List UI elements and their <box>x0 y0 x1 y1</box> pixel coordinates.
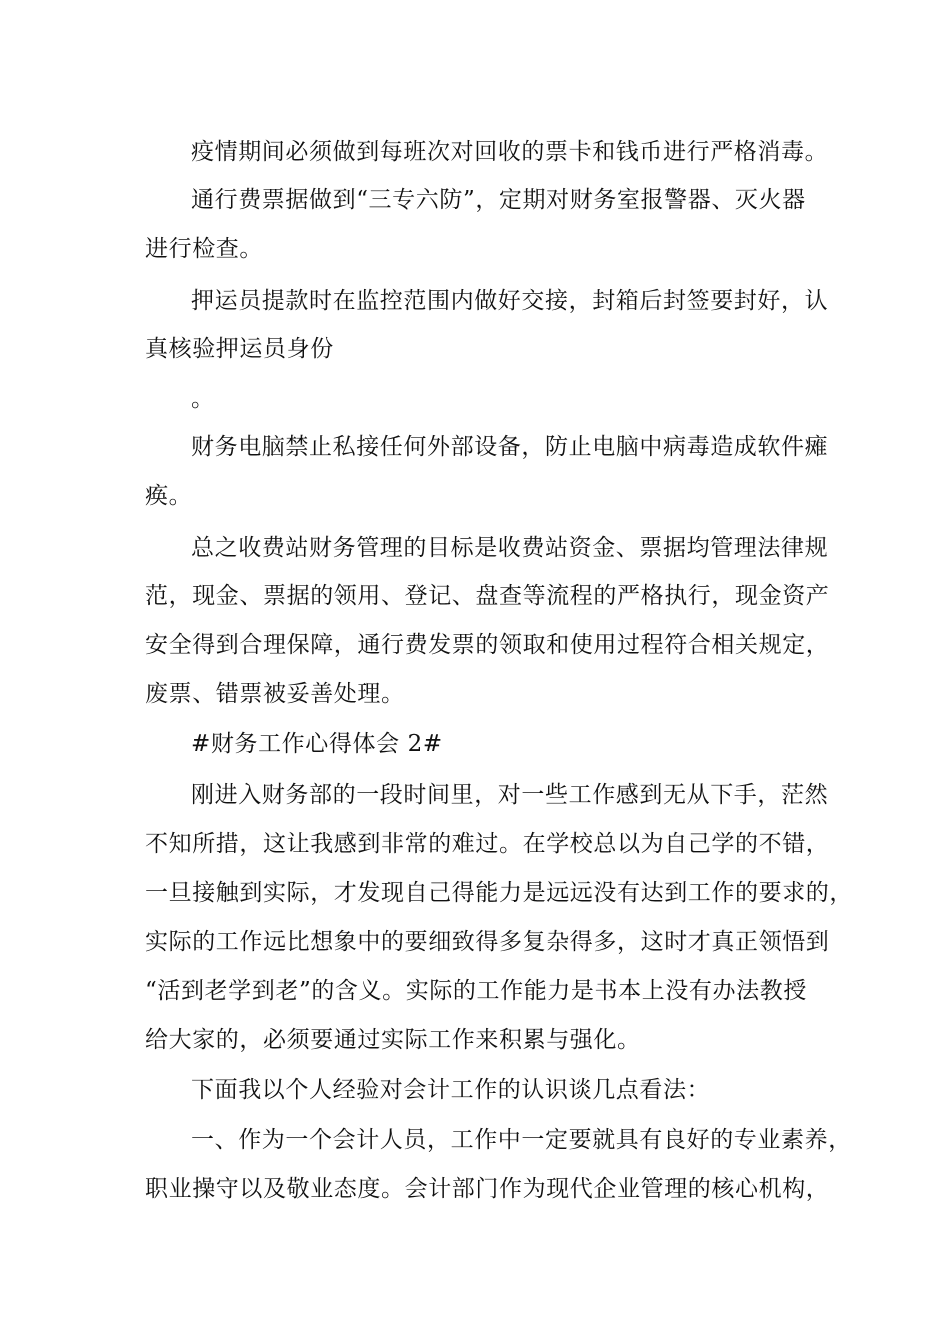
text-line-6: 。 <box>191 386 215 412</box>
text-line-8: 痪。 <box>145 483 193 509</box>
text-line-16: 一旦接触到实际，才发现自己得能力是远远没有达到工作的要求的， <box>145 880 853 906</box>
text-line-22: 职业操守以及敬业态度。会计部门作为现代企业管理的核心机构， <box>145 1176 830 1202</box>
text-line-17: 实际的工作远比想象中的要细致得多复杂得多，这时才真正领悟到 <box>145 929 830 955</box>
text-line-4: 押运员提款时在监控范围内做好交接，封箱后封签要封好，认 <box>191 288 829 314</box>
text-line-11: 安全得到合理保障，通行费发票的领取和使用过程符合相关规定， <box>145 632 830 658</box>
text-line-14: 刚进入财务部的一段时间里，对一些工作感到无从下手，茫然 <box>191 782 829 808</box>
text-line-5: 真核验押运员身份 <box>145 336 334 362</box>
section-heading: #财务工作心得体会 2# <box>191 731 443 757</box>
text-line-12: 废票、错票被妥善处理。 <box>145 681 405 707</box>
text-line-3: 进行检查。 <box>145 236 263 262</box>
text-line-21: 一、作为一个会计人员，工作中一定要就具有良好的专业素养， <box>191 1127 852 1153</box>
text-line-7: 财务电脑禁止私接任何外部设备，防止电脑中病毒造成软件瘫 <box>191 434 829 460</box>
text-line-10: 范，现金、票据的领用、登记、盘查等流程的严格执行，现金资产 <box>145 583 830 609</box>
text-line-2: 通行费票据做到“三专六防”，定期对财务室报警器、灭火器 <box>191 187 806 213</box>
text-line-15: 不知所措，这让我感到非常的难过。在学校总以为自己学的不错， <box>145 831 830 857</box>
text-line-1: 疫情期间必须做到每班次对回收的票卡和钱币进行严格消毒。 <box>191 139 829 165</box>
text-line-19: 给大家的，必须要通过实际工作来积累与强化。 <box>145 1027 641 1053</box>
text-line-9: 总之收费站财务管理的目标是收费站资金、票据均管理法律规 <box>191 535 829 561</box>
text-line-18: “活到老学到老”的含义。实际的工作能力是书本上没有办法教授 <box>145 978 807 1004</box>
text-line-20: 下面我以个人经验对会计工作的认识谈几点看法： <box>191 1077 711 1103</box>
